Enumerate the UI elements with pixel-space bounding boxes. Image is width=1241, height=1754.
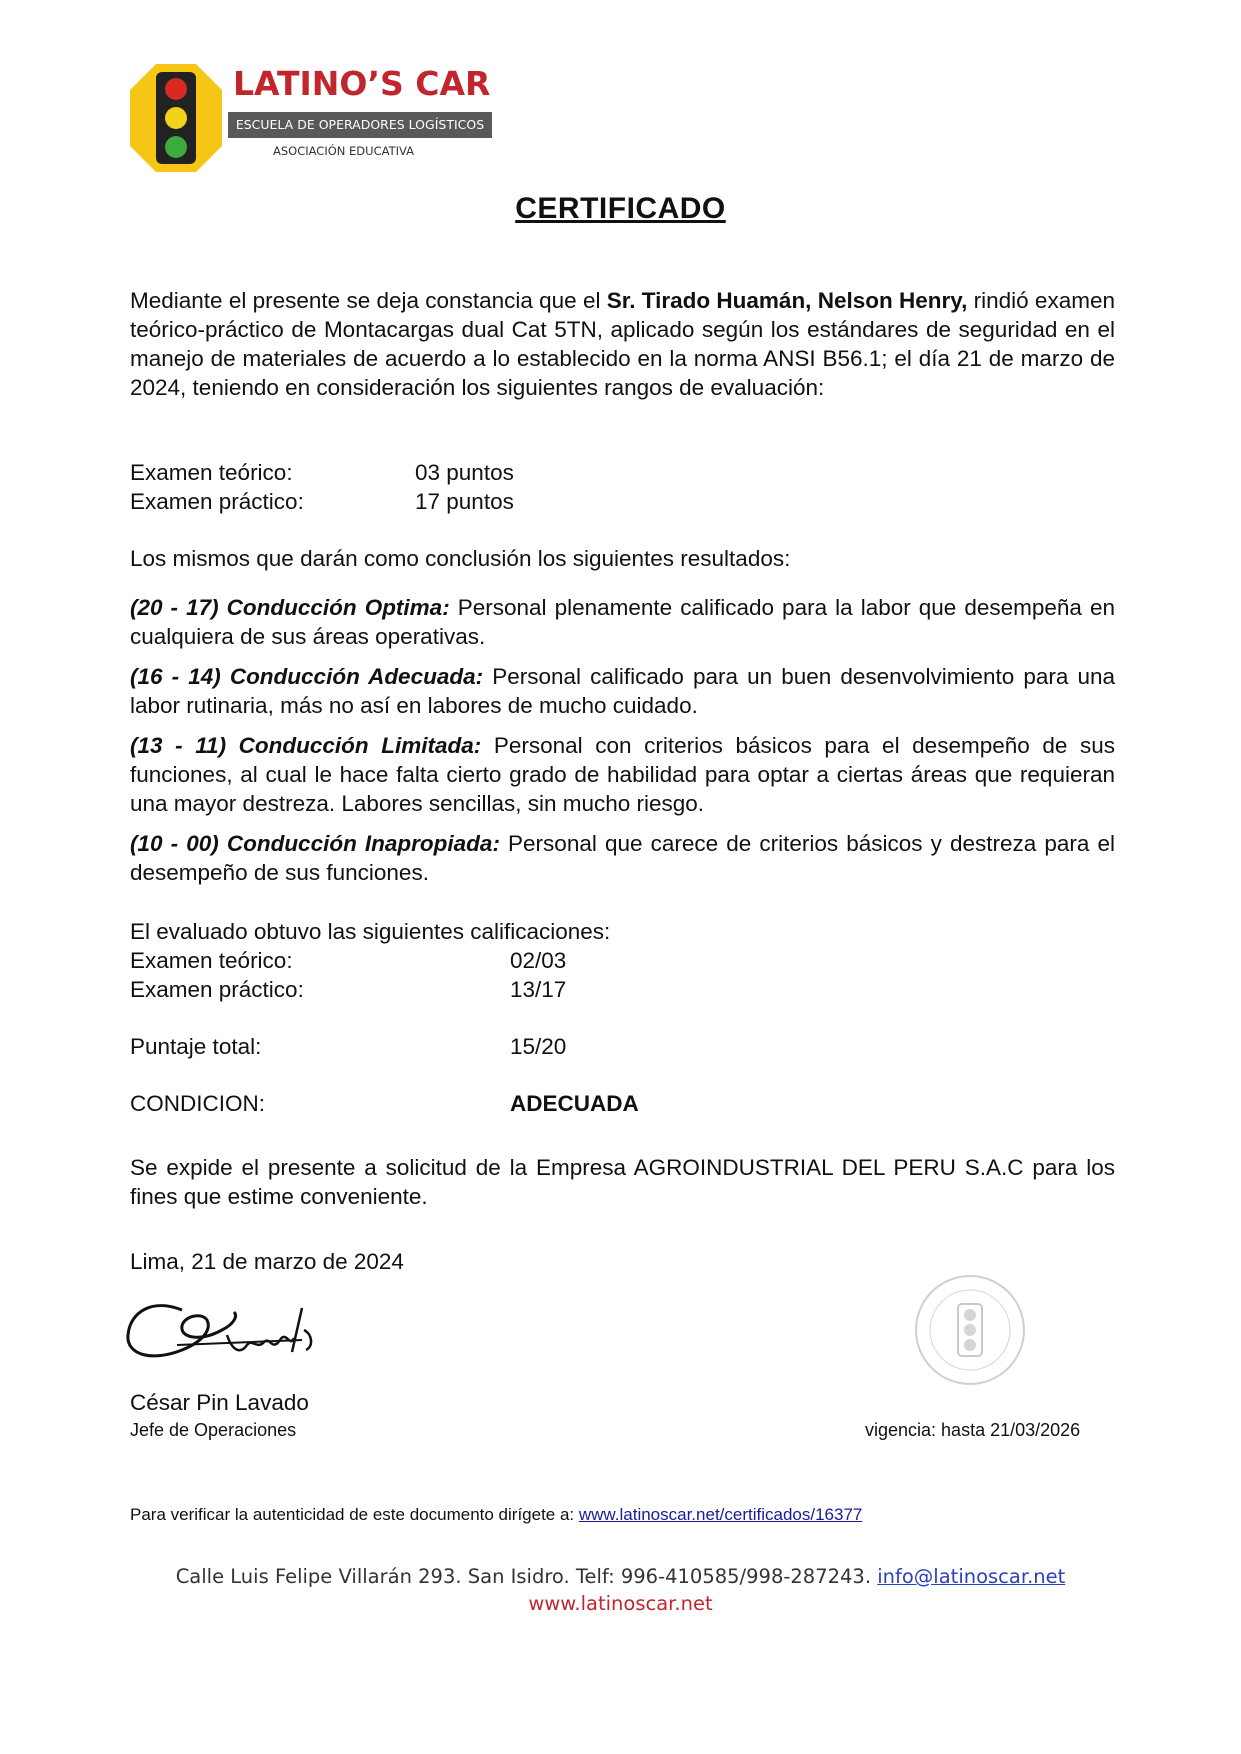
company-logo bbox=[128, 62, 498, 174]
level-heading: (10 - 00) Conducción Inapropiada: bbox=[130, 831, 500, 856]
result-row-total bbox=[130, 1032, 567, 1061]
result-row-condition bbox=[130, 1089, 639, 1118]
document-title: CERTIFICADO bbox=[515, 192, 726, 225]
range-value: 03 puntos bbox=[415, 460, 514, 485]
level-limitada bbox=[130, 731, 1115, 818]
range-label: Examen teórico: bbox=[130, 460, 293, 485]
result-value: 15/20 bbox=[510, 1034, 567, 1059]
level-heading: (13 - 11) Conducción Limitada: bbox=[130, 733, 482, 758]
validity-date: vigencia: hasta 21/03/2026 bbox=[865, 1420, 1081, 1440]
logo-tagline: ESCUELA DE OPERADORES LOGÍSTICOS bbox=[228, 112, 492, 138]
logo-brand: LATINO’S CAR bbox=[233, 64, 491, 103]
range-row-theory bbox=[130, 458, 514, 487]
footer-email-link[interactable]: info@latinoscar.net bbox=[877, 1565, 1066, 1588]
level-heading: (16 - 14) Conducción Adecuada: bbox=[130, 664, 484, 689]
result-row-practice bbox=[130, 975, 567, 1004]
result-value: 02/03 bbox=[510, 948, 567, 973]
level-heading: (20 - 17) Conducción Optima: bbox=[130, 595, 450, 620]
level-optima bbox=[130, 593, 1115, 651]
verify-line bbox=[130, 1505, 862, 1525]
footer-address bbox=[0, 1565, 1241, 1588]
level-description: Personal con criterios básicos para el desempeño de sus funciones, al cual le hace falta cierto grado de habilidad para optar a ciertas áreas que requieran una mayor destreza. Labores sencillas, sin mucho riesgo. bbox=[130, 733, 1116, 816]
results-intro: El evaluado obtuvo las siguientes calificaciones: bbox=[130, 919, 611, 944]
level-description: Personal plenamente calificado para la labor que desempeña en cualquiera de sus áreas operativas. bbox=[130, 595, 1116, 649]
result-label: Examen práctico: bbox=[130, 977, 304, 1002]
result-label: Examen teórico: bbox=[130, 948, 293, 973]
level-description: Personal que carece de criterios básicos y destreza para el desempeño de sus funciones. bbox=[130, 831, 1115, 885]
result-label: CONDICION: bbox=[130, 1091, 265, 1116]
conclusion-intro: Los mismos que darán como conclusión los siguientes resultados: bbox=[130, 546, 791, 571]
logo-subtitle: ASOCIACIÓN EDUCATIVA bbox=[273, 144, 414, 158]
range-row-practice bbox=[130, 487, 514, 516]
result-row-theory bbox=[130, 946, 567, 975]
intro-paragraph bbox=[130, 286, 1115, 402]
level-adecuada bbox=[130, 662, 1115, 720]
signature-image bbox=[122, 1290, 342, 1380]
signer-name: César Pin Lavado bbox=[130, 1390, 309, 1415]
place-date: Lima, 21 de marzo de 2024 bbox=[130, 1249, 404, 1274]
level-description: Personal calificado para un buen desenvolvimiento para una labor rutinaria, más no así en labores de mucho cuidado. bbox=[130, 664, 1115, 718]
result-label: Puntaje total: bbox=[130, 1034, 262, 1059]
range-label: Examen práctico: bbox=[130, 489, 304, 514]
candidate-name: Sr. Tirado Huamán, Nelson Henry, bbox=[606, 288, 968, 313]
issued-paragraph: Se expide el presente a solicitud de la Empresa AGROINDUSTRIAL DEL PERU S.A.C para los fines que estime conveniente. bbox=[130, 1155, 1115, 1209]
range-value: 17 puntos bbox=[415, 489, 514, 514]
footer-website[interactable]: www.latinoscar.net bbox=[528, 1592, 713, 1615]
intro-suffix: rindió examen teórico-práctico de Montacargas dual Cat 5TN, aplicado según los estándares de seguridad en el manejo de materiales de acuerdo a lo establecido en la norma ANSI B56.1; el día 21 de marzo de 2024, teniendo en consideración los siguientes rangos de evaluación: bbox=[130, 288, 1115, 400]
traffic-light-icon bbox=[128, 62, 224, 174]
company-seal-icon bbox=[910, 1270, 1030, 1390]
result-value: 13/17 bbox=[510, 977, 567, 1002]
condition-value: ADECUADA bbox=[510, 1091, 639, 1116]
intro-prefix: Mediante el presente se deja constancia que el bbox=[130, 288, 607, 313]
level-inapropiada bbox=[130, 829, 1115, 887]
footer-address-text: Calle Luis Felipe Villarán 293. San Isidro. Telf: 996-410585/998-287243. bbox=[175, 1565, 878, 1588]
verify-text: Para verificar la autenticidad de este documento dirígete a: bbox=[130, 1505, 579, 1524]
verify-link[interactable]: www.latinoscar.net/certificados/16377 bbox=[578, 1505, 863, 1524]
signer-role: Jefe de Operaciones bbox=[130, 1420, 297, 1440]
